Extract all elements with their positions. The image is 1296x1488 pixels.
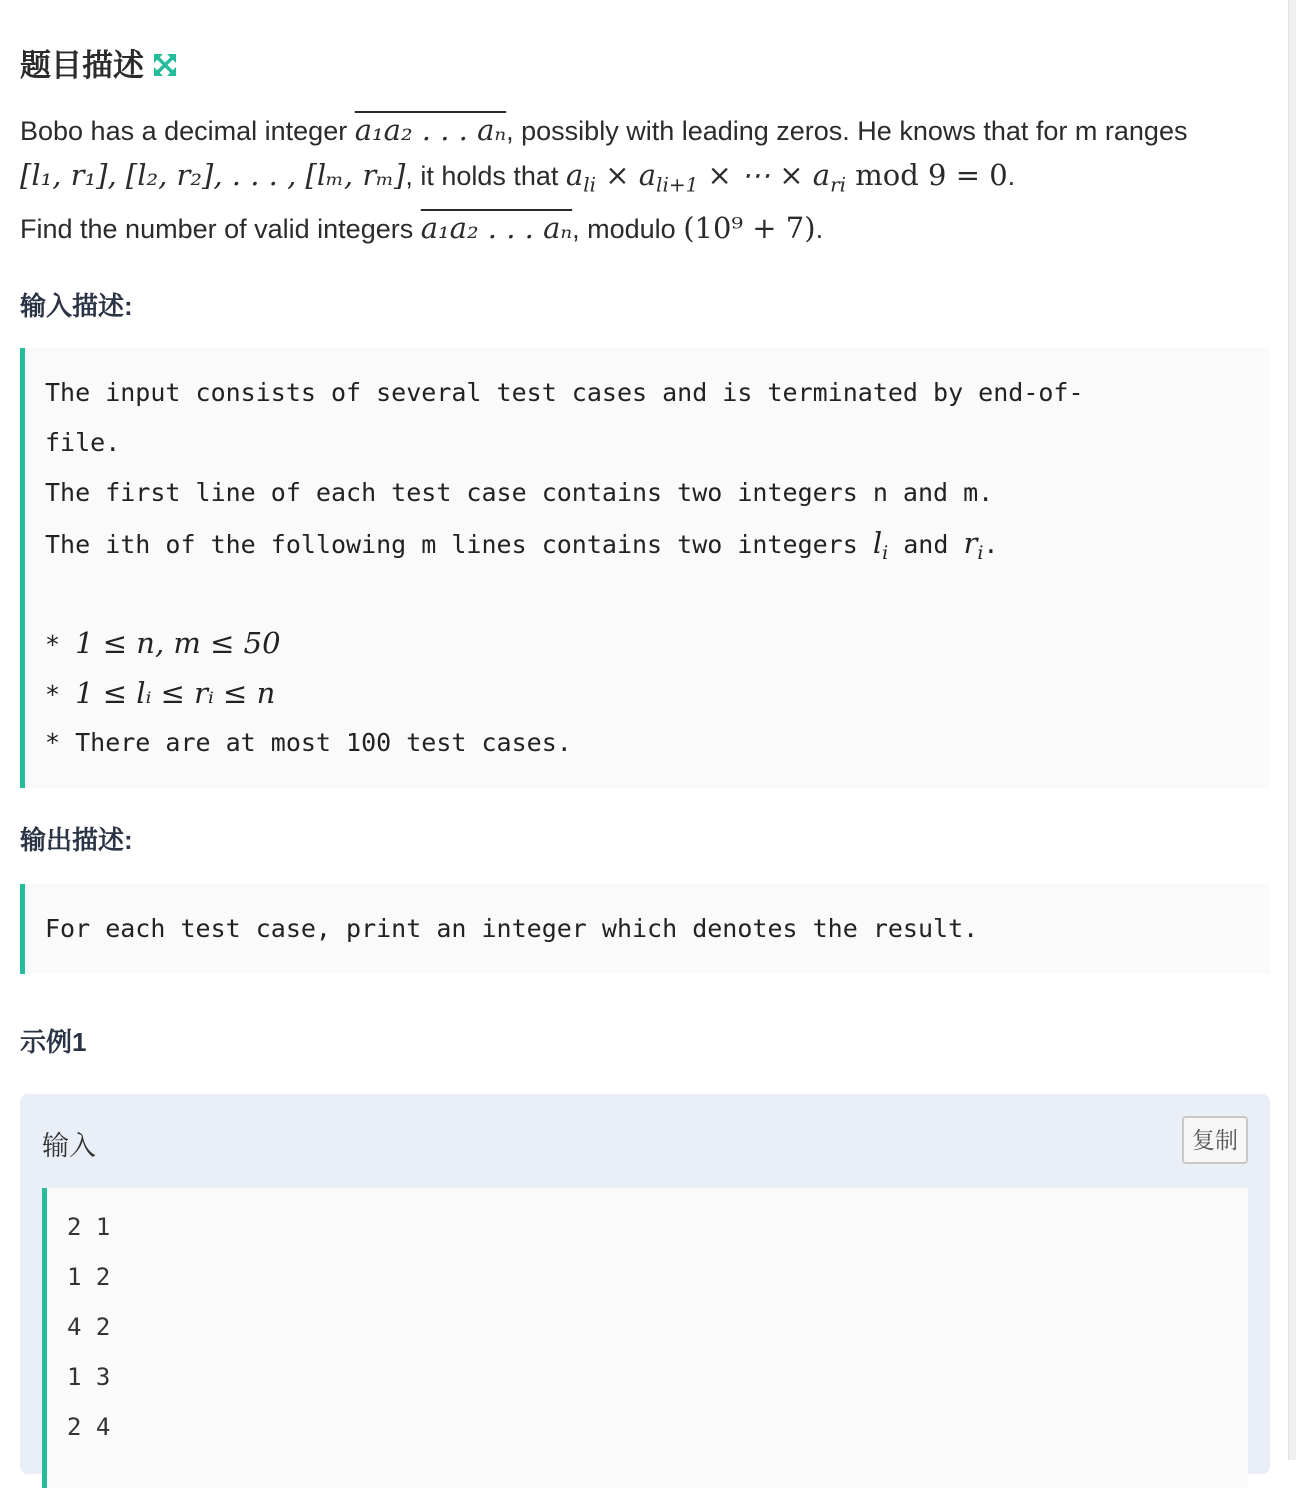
description-line-2: [l₁, r₁], [l₂, r₂], . . . , [lₘ, rₘ], it holds that $a_{li} \times a_{li+1}$ × ⋯ × $a_{ri}$ mod 9 = 0. bbox=[20, 158, 1016, 197]
input-section-title: 输入描述: bbox=[20, 291, 133, 321]
description-line-1: Bobo has a decimal integer a₁a₂ . . . aₙ, possibly with leading zeros. He knows that for m ranges bbox=[20, 113, 1188, 147]
input-line-3: The ith of the following m lines contains two integers $l_i$ and $r_i$. bbox=[45, 526, 999, 564]
example-input-label: 输入 bbox=[42, 1131, 96, 1161]
code-line: 1 2 bbox=[67, 1263, 111, 1291]
example-title: 示例1 bbox=[20, 1027, 87, 1057]
expand-arrows-icon[interactable] bbox=[152, 50, 178, 76]
example-input-code bbox=[42, 1188, 1248, 1488]
constraint-2: * 1 ≤ lᵢ ≤ rᵢ ≤ n bbox=[45, 676, 276, 710]
example-box bbox=[20, 1094, 1270, 1474]
math-modulo: (10⁹ + 7) bbox=[683, 211, 816, 246]
copy-button[interactable]: 复制 bbox=[1182, 1116, 1248, 1164]
description-line-3: Find the number of valid integers a₁a₂ . . . aₙ, modulo (10⁹ + 7). bbox=[20, 211, 824, 246]
code-line: 1 3 bbox=[67, 1363, 111, 1391]
constraint-1: * 1 ≤ n, m ≤ 50 bbox=[45, 626, 281, 660]
math-number: a₁a₂ . . . aₙ bbox=[354, 113, 507, 147]
math-ranges: [l₁, r₁], [l₂, r₂], . . . , [lₘ, rₘ] bbox=[20, 158, 406, 192]
problem-description bbox=[20, 108, 1270, 251]
page-title: 题目描述 bbox=[20, 48, 144, 83]
code-line: 2 4 bbox=[67, 1413, 111, 1441]
scrollbar-track[interactable] bbox=[1288, 0, 1296, 1460]
output-section-title: 输出描述: bbox=[20, 825, 133, 855]
problem-heading bbox=[20, 40, 178, 85]
code-line: 2 1 bbox=[67, 1213, 111, 1241]
input-description-block: The input consists of several test cases and is terminated by end-of- file. The first line of each test case contains two integers n and m. The ith of the following m lines contains two integers $l_i$ and $r_i$. * 1 ≤ n, m ≤ 50 * 1 ≤ lᵢ ≤ rᵢ ≤ n * There are at most 100 test cases. bbox=[20, 348, 1270, 788]
constraint-3: * There are at most 100 test cases. bbox=[45, 728, 572, 757]
math-number: a₁a₂ . . . aₙ bbox=[420, 211, 573, 246]
output-description-block: For each test case, print an integer which denotes the result. bbox=[20, 884, 1270, 974]
code-line: 4 2 bbox=[67, 1313, 111, 1341]
